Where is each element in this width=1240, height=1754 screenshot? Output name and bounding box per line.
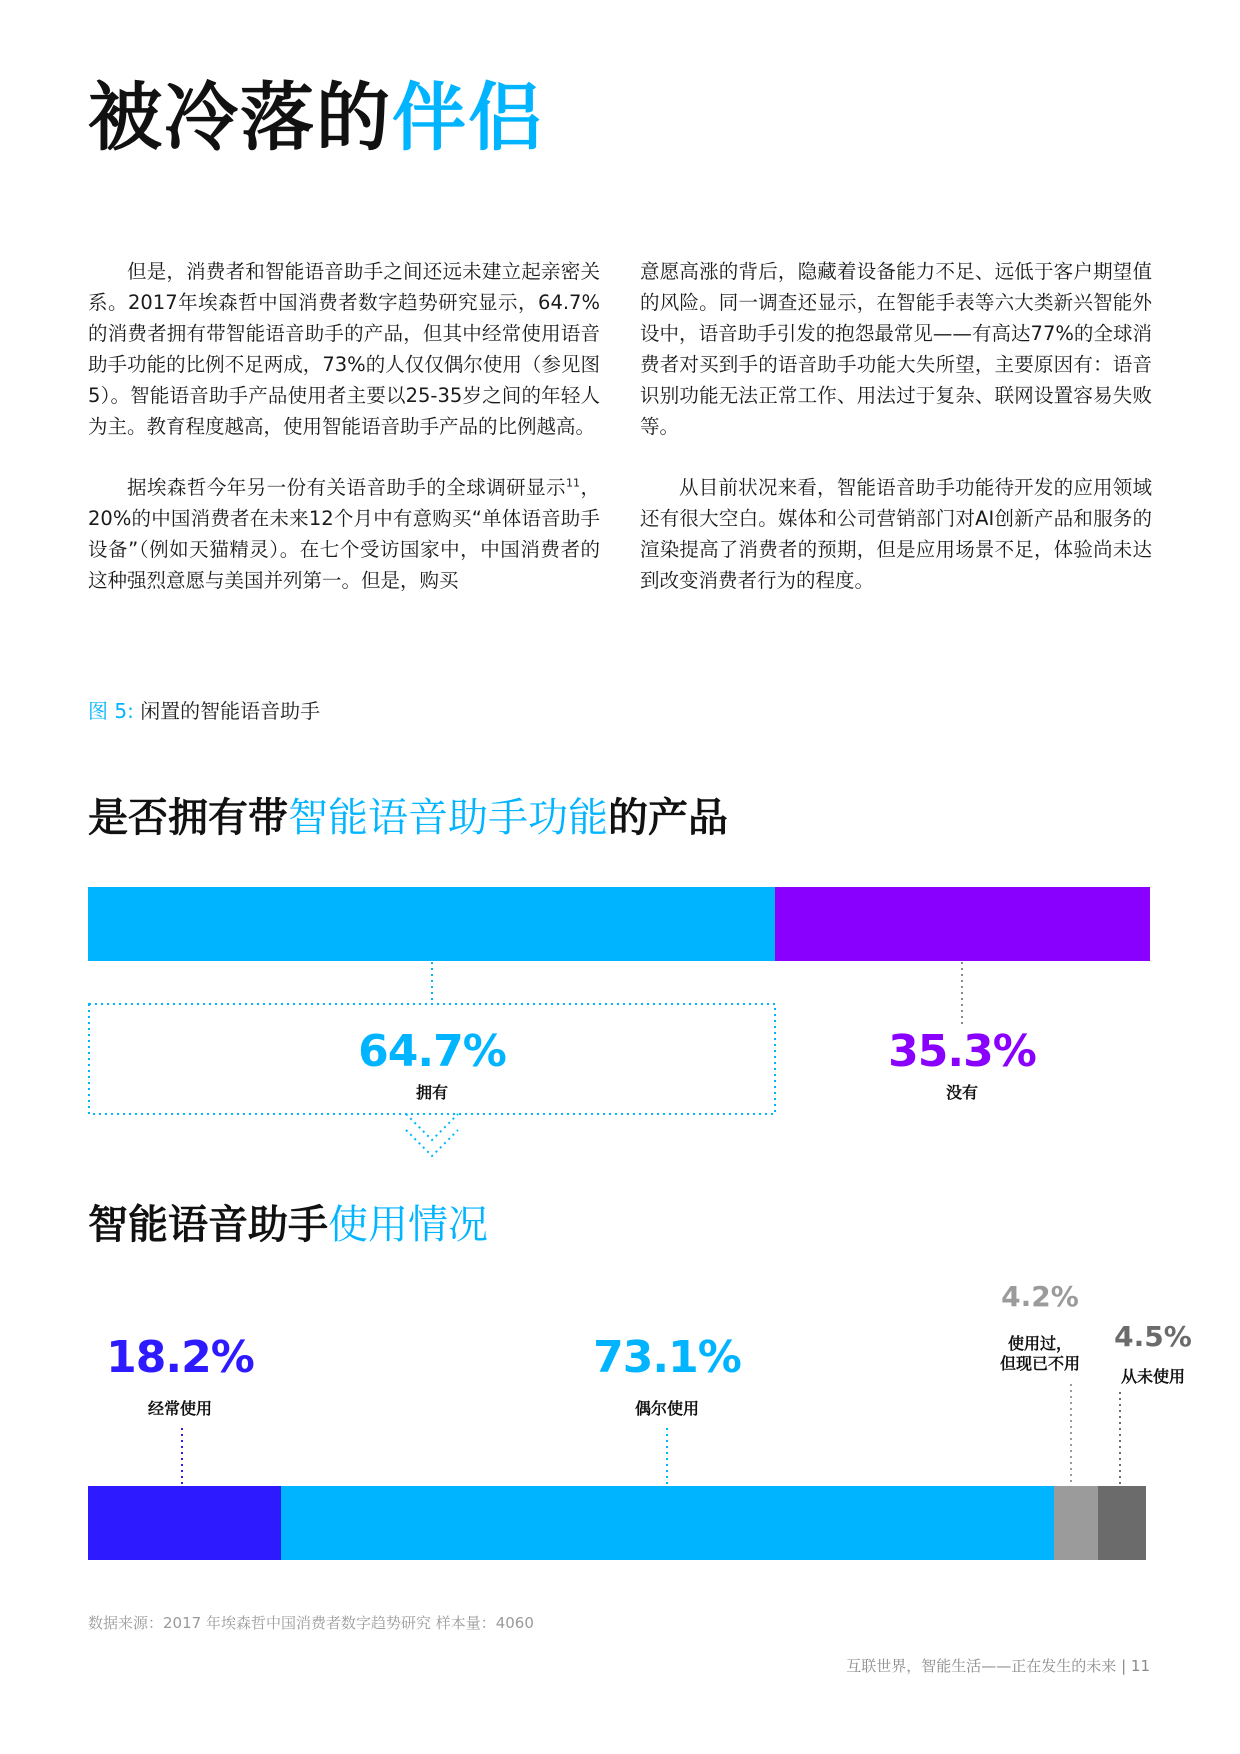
figure-caption-text: 闲置的智能语音助手 — [140, 699, 321, 723]
page-number: 11 — [1130, 1657, 1150, 1675]
category-label-never: 从未使用 — [1120, 1367, 1185, 1386]
body-paragraph: 意愿高涨的背后，隐藏着设备能力不足、远低于客户期望值的风险。同一调查还显示，在智能手表等六大类新兴智能外设中，语音助手引发的抱怨最常见——有高达77%的全球消费者对买到手的语音助手功能大失所望，主要原因有：语音识别功能无法正常工作、用法过于复杂、联网设置容易失败等。 — [640, 260, 1152, 438]
running-footer — [846, 1655, 1150, 1676]
category-label-have: 拥有 — [415, 1083, 448, 1102]
value-label-frequent: 18.2% — [106, 1332, 254, 1383]
usage-stacked-bar — [88, 1486, 1146, 1560]
category-label-occasional: 偶尔使用 — [634, 1399, 699, 1418]
value-label-have-not: 35.3% — [888, 1026, 1036, 1077]
value-label-never: 4.5% — [1114, 1320, 1192, 1353]
chart1-heading-c: 的产品 — [608, 795, 728, 841]
running-title: 互联世界，智能生活——正在发生的未来 — [846, 1657, 1117, 1675]
bar-segment-never — [1098, 1486, 1146, 1560]
chart2-heading-b: 使用情况 — [328, 1202, 488, 1248]
chart1-heading-b: 智能语音助手功能 — [288, 795, 608, 841]
value-label-have: 64.7% — [358, 1026, 506, 1077]
value-label-occasional: 73.1% — [593, 1332, 741, 1383]
category-label-frequent: 经常使用 — [147, 1399, 212, 1418]
bar-segment-occasional — [281, 1486, 1054, 1560]
footnote-ref: 11 — [566, 476, 581, 490]
chart2-heading-a: 智能语音助手 — [88, 1202, 328, 1248]
value-label-stopped: 4.2% — [1001, 1280, 1079, 1313]
figure-label: 图 5: — [88, 699, 134, 723]
page-title-part2: 伴侣 — [392, 75, 544, 161]
body-paragraph: 但是，消费者和智能语音助手之间还远未建立起亲密关系。2017年埃森哲中国消费者数字趋势研究显示，64.7%的消费者拥有带智能语音助手的产品，但其中经常使用语音助手功能的比例不足两成，73%的人仅仅偶尔使用（参见图5）。智能语音助手产品使用者主要以25-35岁之间的年轻人为主。教育程度越高，使用智能语音助手产品的比例越高。 — [88, 260, 600, 438]
bar-segment-frequent — [88, 1486, 281, 1560]
body-text: ，20%的中国消费者在未来12个月中有意购买“单体语音助手设备”（例如天猫精灵）。在七个受访国家中，中国消费者的这种强烈意愿与美国并列第一。但是，购买 — [88, 476, 600, 592]
chart1-heading-a: 是否拥有带 — [88, 795, 288, 841]
page-title-part1: 被冷落的 — [88, 75, 392, 161]
footer-separator: | — [1121, 1657, 1127, 1675]
category-label-stopped-line1: 使用过， — [1007, 1334, 1072, 1353]
category-label-stopped-line2: 但现已不用 — [999, 1354, 1080, 1373]
data-source-note: 数据来源：2017 年埃森哲中国消费者数字趋势研究 样本量：4060 — [88, 1614, 534, 1632]
bar-segment-stopped — [1054, 1486, 1098, 1560]
body-paragraph: 从目前状况来看，智能语音助手功能待开发的应用领域还有很大空白。媒体和公司营销部门对AI创新产品和服务的渲染提高了消费者的预期，但是应用场景不足，体验尚未达到改变消费者行为的程度。 — [640, 476, 1152, 592]
category-label-have-not: 没有 — [945, 1083, 978, 1102]
body-text: 据埃森哲今年另一份有关语音助手的全球调研显示 — [127, 476, 567, 499]
